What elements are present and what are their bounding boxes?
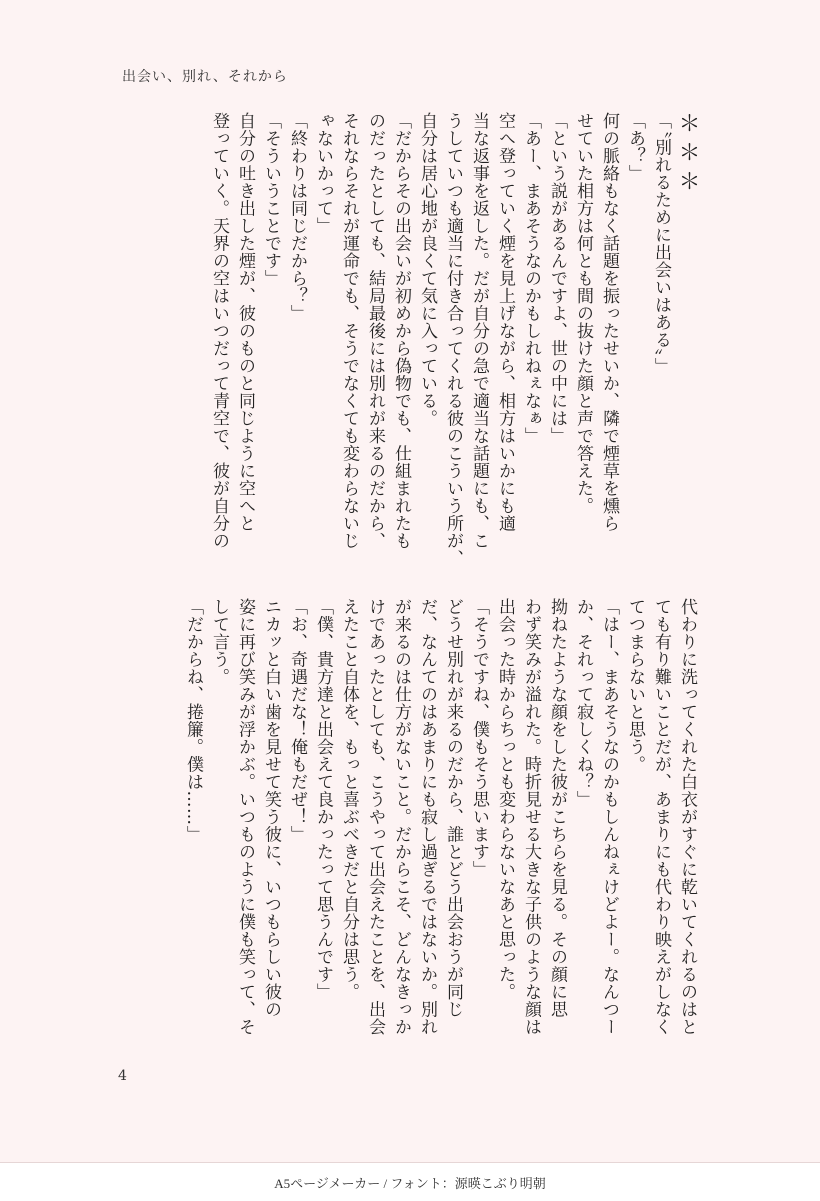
text-line: 「お、奇遇だな！俺もだぜ！」 (287, 598, 307, 843)
text-line: ニカッと白い歯を見せて笑う彼に、いつもらしい彼の (261, 598, 281, 1018)
text-line: 出会った時からちっとも変わらないなあと思った。 (495, 598, 515, 1001)
text-line: 「だからその出会いが初めから偽物でも、仕組まれたも (391, 112, 411, 550)
text-line: せていた相方は何とも間の抜けた顔と声で答えた。 (573, 112, 593, 515)
text-line: えたこと自体を、もっと喜ぶべきだと自分は思う。 (339, 598, 359, 1001)
text-line: 「そういうことです」 (261, 112, 281, 287)
footer-credit (0, 1162, 820, 1201)
text-line: 「という説があるんですよ、世の中には」 (547, 112, 567, 445)
text-line: が来るのは仕方がないこと。だからこそ、どんなきっか (391, 598, 411, 1036)
text-line: 「そうですね、僕もそう思います」 (469, 598, 489, 878)
text-line: 「はー、まあそうなのかもしんねぇけどよー。なんつー (599, 598, 619, 1036)
text-line: 「〝別れるために出会いはある〟」 (651, 112, 671, 375)
text-line: どうせ別れが来るのだから、誰とどう出会おうが同じ (443, 598, 463, 1018)
footer-credit-text: A5ページメーカー / フォント：源暎こぶり明朝 (274, 1175, 546, 1191)
text-line: 自分は居心地が良くて気に入っている。 (417, 112, 437, 427)
text-line: 「僕、貴方達と出会えて良かったって思うんです」 (313, 598, 333, 1001)
text-line: 「あー、まあそうなのかもしれねぇなぁ」 (521, 112, 541, 445)
text-line: か、それって寂しくね？」 (573, 598, 593, 808)
text-line: それならそれが運命でも、そうでなくても変わらないじ (339, 112, 359, 550)
running-head: 出会い、別れ、それから (122, 69, 288, 85)
text-line: 何の脈絡もなく話題を振ったせいか、隣で煙草を燻ら (599, 112, 619, 532)
page-number: 4 (118, 1068, 127, 1084)
section-break: ＊＊＊ (675, 112, 700, 199)
text-line: 「だからね、捲簾。僕は……」 (183, 598, 203, 843)
text-line: 代わりに洗ってくれた白衣がすぐに乾いてくれるのはと (677, 598, 697, 1036)
text-line: のだったとしても、結局最後には別れが来るのだから、 (365, 112, 385, 550)
text-block-bottom (120, 598, 700, 1058)
text-line: 「終わりは同じだから？」 (287, 112, 307, 322)
text-line: 姿に再び笑みが浮かぶ。いつものように僕も笑って、そ (235, 598, 255, 1036)
text-line: わず笑みが溢れた。時折見せる大きな子供のような顔は (521, 598, 541, 1036)
text-line: ゃないかって」 (313, 112, 333, 235)
text-line: 拗ねたような顔をした彼がこちらを見る。その顔に思 (547, 598, 567, 1018)
text-line: 登っていく。天界の空はいつだって青空で、彼が自分の (209, 112, 229, 550)
text-line: 自分の吐き出した煙が、彼のものと同じように空へと (235, 112, 255, 532)
text-line: けであったとしても、こうやって出会えたことを、出会 (365, 598, 385, 1036)
text-line: だ、なんてのはあまりにも寂し過ぎるではないか。別れ (417, 598, 437, 1036)
text-line: うしていつも適当に付き合ってくれる彼のこういう所が、 (443, 112, 463, 567)
text-line: 当な返事を返した。だが自分の急で適当な話題にも、こ (469, 112, 489, 550)
text-line: 「あ？」 (625, 112, 645, 182)
text-block-top (120, 112, 700, 572)
text-line: して言う。 (209, 598, 229, 686)
text-line: ても有り難いことだが、あまりにも代わり映えがしなく (651, 598, 671, 1036)
text-line: てつまらないと思う。 (625, 598, 645, 773)
text-line: 空へ登っていく煙を見上げながら、相方はいかにも適 (495, 112, 515, 532)
